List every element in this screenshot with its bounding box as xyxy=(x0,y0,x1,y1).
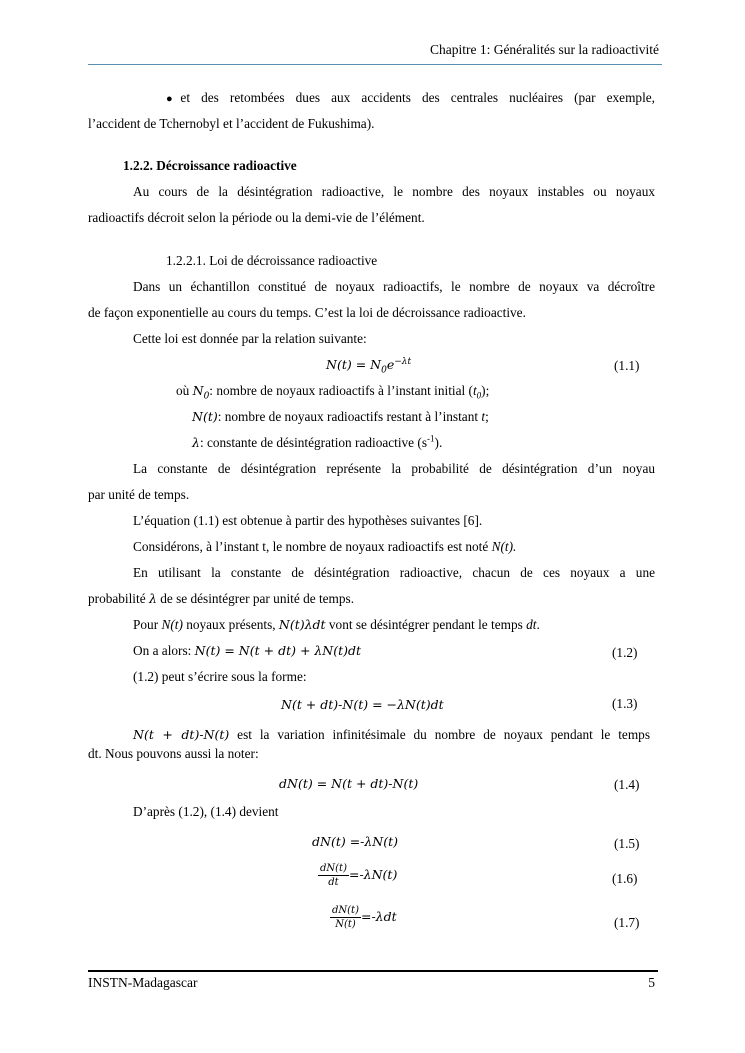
page-number: 5 xyxy=(648,975,655,990)
equation-number-1-1: (1.1) xyxy=(614,358,640,373)
body-p6-line-2: probabilité λ de se désintégrer par unité de temps. xyxy=(88,591,355,606)
body-p3-line-1: La constante de désintégration représente la probabilité de désintégration d’un noyau xyxy=(133,461,655,476)
body-p6-line-1: En utilisant la constante de désintégration radioactive, chacun de ces noyaux a une xyxy=(133,565,655,580)
equation-number-1-5: (1.5) xyxy=(614,836,640,851)
equation-1-5: dN(t) =-λN(t) xyxy=(312,834,399,849)
bullet-line-2: l’accident de Tchernobyl et l’accident de Fukushima). xyxy=(88,116,375,131)
equation-number-1-6: (1.6) xyxy=(612,871,638,886)
bullet-line-1: et des retombées dues aux accidents des centrales nucléaires (par exemple, xyxy=(180,90,655,105)
equation-number-1-3: (1.3) xyxy=(612,696,638,711)
equation-1-7: $\frac{dN(t)}{N(t)}$ =-λdt xyxy=(332,905,397,930)
footer-rule xyxy=(88,970,658,972)
section-intro-line-1: Au cours de la désintégration radioactive, le nombre des noyaux instables ou noyaux xyxy=(133,184,655,199)
equation-number-1-2: (1.2) xyxy=(612,645,638,660)
body-p11: D’après (1.2), (1.4) devient xyxy=(133,804,279,819)
subsection-p1-line-1: Dans un échantillon constitué de noyaux radioactifs, le nombre de noyaux va décroître xyxy=(133,279,655,294)
body-p5: Considérons, à l’instant t, le nombre de noyaux radioactifs est noté N(t). xyxy=(133,539,517,554)
equation-1-1: $N(t) = N_0e^{-\lambda t}$ xyxy=(326,356,412,376)
body-p10-line-2: dt. Nous pouvons aussi la noter: xyxy=(88,746,259,761)
bullet-icon: ● xyxy=(166,93,181,105)
definition-lambda: λ: constante de désintégration radioactive $(s^{-1})$. xyxy=(192,433,443,450)
body-p9: (1.2) peut s’écrire sous la forme: xyxy=(133,669,307,684)
equation-1-4: dN(t) = N(t + dt)-N(t) xyxy=(279,776,419,791)
subsection-p1-line-2: de façon exponentielle au cours du temps. C’est la loi de décroissance radioactive. xyxy=(88,305,526,320)
body-p3-line-2: par unité de temps. xyxy=(88,487,190,502)
subsection-p2: Cette loi est donnée par la relation suivante: xyxy=(133,331,367,346)
body-p4: L’équation (1.1) est obtenue à partir des hypothèses suivantes [6]. xyxy=(133,513,483,528)
body-p8: On a alors: N(t) = N(t + dt) + λN(t)dt xyxy=(133,643,362,658)
equation-number-1-7: (1.7) xyxy=(614,915,640,930)
equation-1-2: N(t) = N(t + dt) + λN(t)dt xyxy=(194,643,362,658)
running-header: Chapitre 1: Généralités sur la radioactivité xyxy=(429,42,659,57)
body-p10-line-1: N(t + dt)-N(t) est la variation infinitésimale du nombre de noyaux pendant le temps xyxy=(133,727,650,742)
bullet-item xyxy=(166,90,655,106)
header-rule xyxy=(88,64,662,65)
definition-n0: où $N_0$: nombre de noyaux radioactifs à l’instant initial $(t_0)$; xyxy=(176,383,490,402)
definition-nt: N(t): nombre de noyaux radioactifs restant à l’instant t; xyxy=(192,409,489,424)
equation-1-3: N(t + dt)-N(t) = −λN(t)dt xyxy=(281,697,444,712)
footer-institution: INSTN-Madagascar xyxy=(88,975,198,990)
equation-number-1-4: (1.4) xyxy=(614,777,640,792)
body-p7: Pour N(t) noyaux présents, N(t)λdt vont se désintégrer pendant le temps dt. xyxy=(133,617,540,632)
equation-1-6: $\frac{dN(t)}{dt}$ =-λN(t) xyxy=(320,863,398,888)
section-heading: 1.2.2. Décroissance radioactive xyxy=(123,158,297,173)
section-intro-line-2: radioactifs décroit selon la période ou la demi-vie de l’élément. xyxy=(88,210,425,225)
subsection-heading: 1.2.2.1. Loi de décroissance radioactive xyxy=(166,253,378,268)
